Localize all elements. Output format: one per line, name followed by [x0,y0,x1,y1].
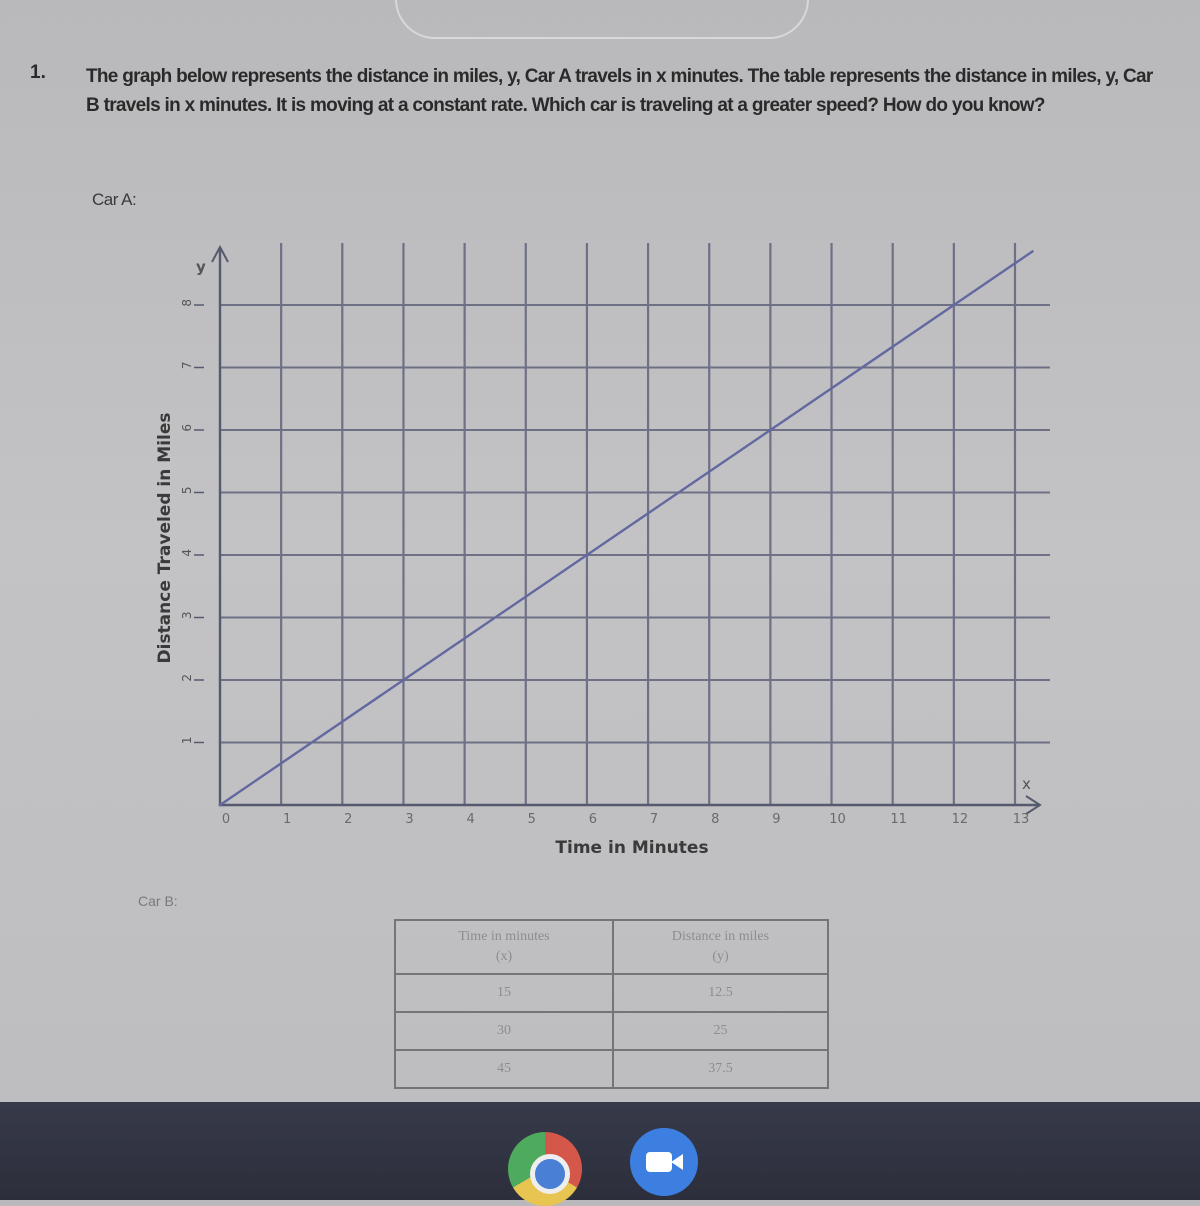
table-cell: 12.5 [613,974,828,1012]
table-row [395,974,828,1012]
y-tick-label: 1 [180,736,194,745]
x-tick-label: 12 [951,812,969,827]
table-header-text: Time in minutes [458,929,550,944]
car-b-label: Car B: [138,893,178,909]
y-tick-label: 7 [180,361,194,370]
y-tick-label: 6 [180,424,194,432]
y-tick-label: 8 [180,299,194,307]
y-axis-label: Distance Traveled in Miles [155,412,175,664]
table-header-text: (y) [712,949,729,964]
table-header-row [395,920,828,974]
data-point [952,304,955,307]
x-tick-label: 9 [772,812,781,827]
car-a-label: Car A: [92,190,137,209]
data-point [585,554,588,557]
chrome-icon[interactable] [508,1132,582,1206]
x-tick-label: 2 [344,812,353,827]
taskbar [0,1102,1200,1200]
zoom-icon[interactable] [630,1128,698,1196]
table-header-cell [395,920,613,974]
y-tick-label: 5 [180,486,194,495]
table-cell: 25 [613,1012,828,1050]
x-tick-label: 4 [466,812,475,827]
y-tick-label: 4 [180,549,194,557]
y-axis-letter: y [196,258,206,276]
x-axis-letter: x [1022,775,1031,793]
x-tick-label: 13 [1012,812,1030,827]
table-cell: 37.5 [613,1050,828,1088]
x-tick-label: 0 [221,812,231,827]
question-number: 1. [30,62,46,83]
table-cell: 30 [395,1012,613,1050]
table-row [395,1050,828,1088]
question-text: The graph below represents the distance in miles, y, Car A travels in x minutes. The table represents the distance in miles, y, Car B travels in x minutes. It is moving at a constant rate. Which car is traveling at a greater speed? How do you know? [86,66,1153,116]
x-tick-label: 6 [588,812,598,827]
x-tick-label: 10 [829,812,846,827]
x-tick-label: 3 [405,812,414,827]
y-tick-label: 2 [180,674,194,682]
table-header-text: Distance in miles [671,929,770,944]
data-point [769,429,772,432]
tick-labels [180,299,1029,827]
x-tick-label: 8 [711,812,720,827]
table-row [395,1012,828,1050]
series-layer [219,251,1034,807]
x-tick-label: 11 [890,812,907,827]
y-tick-label: 3 [180,611,194,620]
data-point [219,804,222,807]
x-axis-label: Time in Minutes [555,838,709,858]
car-b-table [394,919,829,1089]
data-point [402,679,405,682]
table-header-cell [613,920,828,974]
x-tick-label: 7 [649,812,659,827]
x-tick-label: 1 [283,812,292,827]
table-cell: 15 [395,974,613,1012]
table-cell: 45 [395,1050,613,1088]
x-tick-label: 5 [527,812,536,827]
table-header-text: (x) [495,949,513,964]
